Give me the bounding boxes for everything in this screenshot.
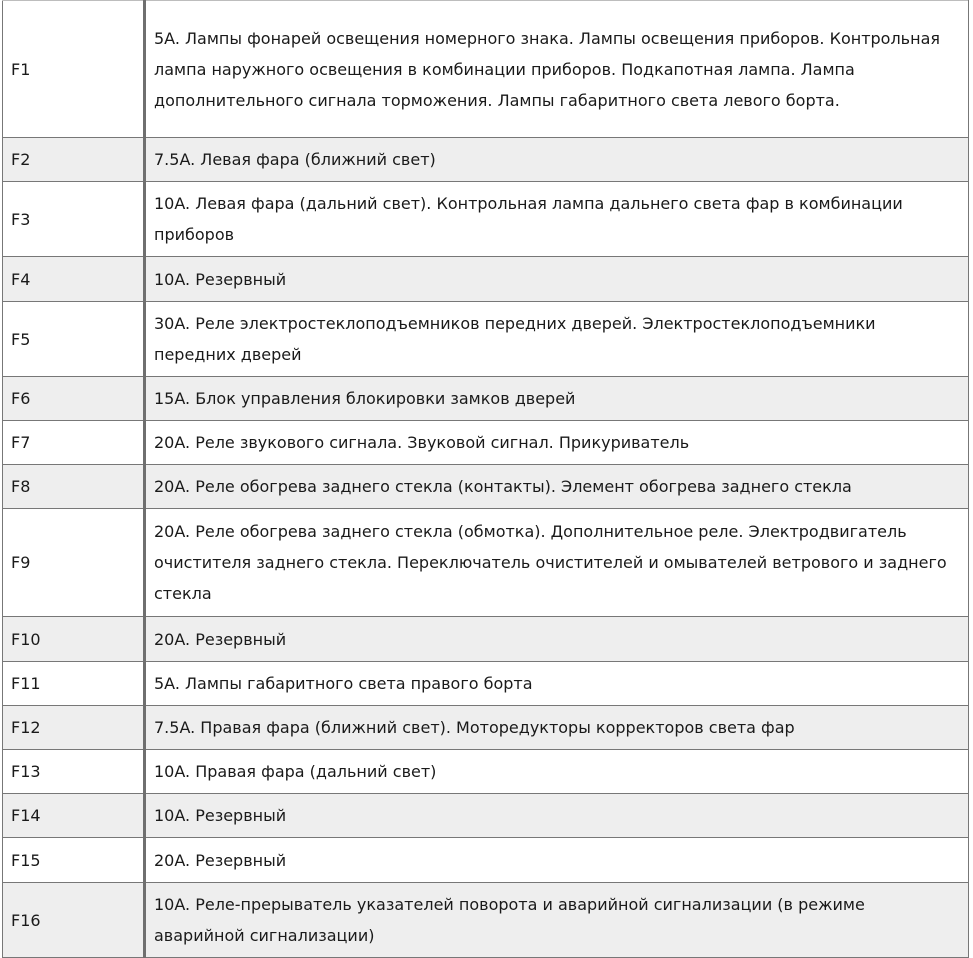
fuse-code: F9	[3, 509, 145, 617]
fuse-description: 20A. Резервный	[145, 838, 969, 883]
fuse-description: 10A. Левая фара (дальний свет). Контрольная лампа дальнего света фар в комбинации приборов	[145, 182, 969, 257]
table-row	[3, 794, 969, 838]
table-row	[3, 883, 969, 958]
fuse-code: F6	[3, 377, 145, 421]
table-row	[3, 257, 969, 302]
fuse-code: F2	[3, 138, 145, 182]
fuse-code: F10	[3, 617, 145, 662]
fuse-description: 20A. Реле обогрева заднего стекла (контакты). Элемент обогрева заднего стекла	[145, 465, 969, 509]
fuse-description: 20A. Реле обогрева заднего стекла (обмотка). Дополнительное реле. Электродвигатель очистителя заднего стекла. Переключатель очистителей и омывателей ветрового и заднего стекла	[145, 509, 969, 617]
table-row	[3, 1, 969, 138]
fuse-description: 10A. Правая фара (дальний свет)	[145, 750, 969, 794]
table-row	[3, 138, 969, 182]
fuse-code: F8	[3, 465, 145, 509]
table-row	[3, 617, 969, 662]
fuse-description: 5A. Лампы габаритного света правого борта	[145, 662, 969, 706]
fuse-description: 20A. Реле звукового сигнала. Звуковой сигнал. Прикуриватель	[145, 421, 969, 465]
fuse-code: F13	[3, 750, 145, 794]
fuse-code: F5	[3, 302, 145, 377]
table-row	[3, 509, 969, 617]
fuse-description: 10A. Резервный	[145, 794, 969, 838]
table-row	[3, 838, 969, 883]
fuse-code: F12	[3, 706, 145, 750]
table-row	[3, 182, 969, 257]
fuse-code: F16	[3, 883, 145, 958]
table-row	[3, 465, 969, 509]
fuse-description: 7.5A. Левая фара (ближний свет)	[145, 138, 969, 182]
fuse-code: F15	[3, 838, 145, 883]
table-row	[3, 750, 969, 794]
fuse-code: F7	[3, 421, 145, 465]
fuse-code: F3	[3, 182, 145, 257]
fuse-code: F14	[3, 794, 145, 838]
fuse-description: 10A. Резервный	[145, 257, 969, 302]
fuse-description: 10A. Реле-прерыватель указателей поворота и аварийной сигнализации (в режиме аварийной сигнализации)	[145, 883, 969, 958]
fuse-description: 20A. Резервный	[145, 617, 969, 662]
fuse-description: 7.5A. Правая фара (ближний свет). Моторедукторы корректоров света фар	[145, 706, 969, 750]
fuse-description: 15A. Блок управления блокировки замков дверей	[145, 377, 969, 421]
table-row	[3, 706, 969, 750]
fuse-description: 30A. Реле электростеклоподъемников передних дверей. Электростеклоподъемники передних дверей	[145, 302, 969, 377]
table-row	[3, 421, 969, 465]
table-row	[3, 662, 969, 706]
fuse-code: F11	[3, 662, 145, 706]
fuse-code: F4	[3, 257, 145, 302]
fuse-description: 5A. Лампы фонарей освещения номерного знака. Лампы освещения приборов. Контрольная лампа наружного освещения в комбинации приборов. Подкапотная лампа. Лампа дополнительного сигнала торможения. Лампы габаритного света левого борта.	[145, 1, 969, 138]
table-row	[3, 377, 969, 421]
fuse-code: F1	[3, 1, 145, 138]
fuse-table	[2, 0, 969, 958]
table-row	[3, 302, 969, 377]
